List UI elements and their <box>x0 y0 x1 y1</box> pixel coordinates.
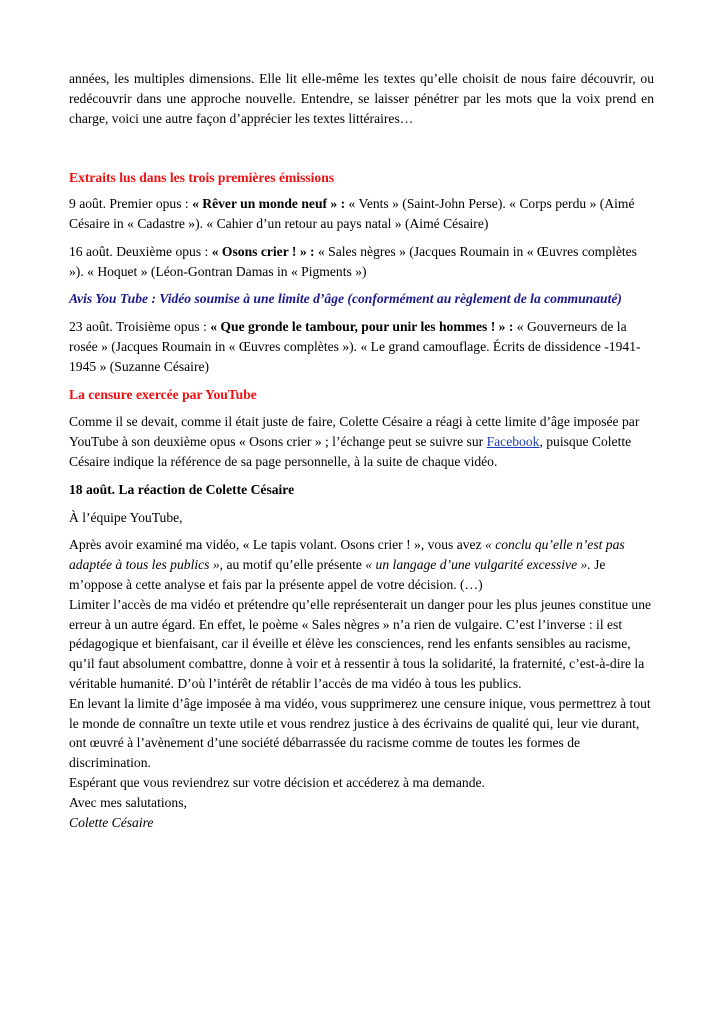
episode-2-lead: 16 août. Deuxième opus : <box>69 243 212 259</box>
episode-1-title: « Rêver un monde neuf » : <box>192 196 346 212</box>
episode-2-details: « Sales nègres » (Jacques Roumain in « Œuvres complètes »). « Hoquet » (Léon-Gontran Damas in « Pigments ») <box>69 243 637 279</box>
letter-closing: Avec mes salutations, <box>69 794 187 810</box>
episode-3-paragraph <box>69 317 654 376</box>
censure-text-after-link: , puisque Colette Césaire indique la référence de sa page personnelle, à la suite de chaque vidéo. <box>69 434 632 469</box>
letter-p1-part-b: , au motif qu’elle présente <box>219 557 366 573</box>
censure-text-before-link: Comme il se devait, comme il était juste de faire, Colette Césaire a réagi à cette limite d’âge imposée par YouTube à son deuxième opus « Osons crier » ; l’échange peut se suivre sur <box>69 414 640 450</box>
document-page <box>69 69 654 832</box>
episode-1-lead: 9 août. Premier opus : <box>69 196 193 212</box>
letter-p1-quote-2: « un langage d’une vulgarité excessive ». <box>365 557 591 573</box>
letter-paragraph-3: En levant la limite d’âge imposée à ma vidéo, vous supprimerez une censure inique, vous permettrez à tout le monde de connaître un texte utile et vous rendrez justice à des écrivains de qualité qui, leur vie durant, ont œuvré à l’avènement d’une société débarrassée du racisme comme de toutes les formes de discrimination. <box>69 695 651 771</box>
letter-p1-quote-1: « conclu qu’elle n’est pas adaptée à tous les publics » <box>69 537 625 573</box>
episode-2-paragraph <box>69 242 654 282</box>
facebook-link[interactable]: Facebook <box>486 434 540 450</box>
episode-1-details: « Vents » (Saint-John Perse). « Corps perdu » (Aimé Césaire in « Cadastre »). « Cahier d’un retour au pays natal » (Aimé Césaire) <box>69 196 635 231</box>
intro-paragraph: années, les multiples dimensions. Elle lit elle-même les textes qu’elle choisit de nous faire découvrir, ou redécouvrir dans une approche nouvelle. Entendre, se laisser pénétrer par les mots que la voix prend en charge, voici une autre façon d’apprécier les textes littéraires… <box>69 71 654 126</box>
youtube-notice: Avis You Tube : Vidéo soumise à une limite d’âge (conformément au règlement de la communauté) <box>69 291 622 307</box>
episode-3-details: « Gouverneurs de la rosée » (Jacques Roumain in « Œuvres complètes »). « Le grand camouflage. Écrits de dissidence -1941-1945 » (Suzanne Césaire) <box>69 319 641 374</box>
censure-paragraph <box>69 412 654 471</box>
letter-greeting: À l’équipe YouTube, <box>69 509 183 525</box>
episode-3-lead: 23 août. Troisième opus : <box>69 319 211 335</box>
censure-heading: La censure exercée par YouTube <box>69 386 257 402</box>
letter-paragraph-2: Limiter l’accès de ma vidéo et prétendre qu’elle représenterait un danger pour les plus jeunes constitue une erreur à un autre égard. En effet, le poème « Sales nègres » n’a rien de vulgaire. C’est l’inverse : il est pédagogique et bienfaisant, car il éveille et élève les consciences, rend les enfants sensibles au racisme, qu’il faut absolument combattre, donne à voir et à ressentir à tous la solidarité, la fraternité, c’est-à-dire la véritable humanité. D’où l’intérêt de rétablir l’accès de ma vidéo à tous les publics. <box>69 596 652 691</box>
letter-paragraph-4: Espérant que vous reviendrez sur votre décision et accéderez à ma demande. <box>69 774 485 790</box>
letter-p1-part-a: Après avoir examiné ma vidéo, « Le tapis volant. Osons crier ! », vous avez <box>69 537 485 553</box>
episode-3-title: « Que gronde le tambour, pour unir les hommes ! » : <box>210 319 514 335</box>
letter-signature: Colette Césaire <box>69 814 154 830</box>
extraits-heading: Extraits lus dans les trois premières émissions <box>69 170 335 186</box>
episode-2-title: « Osons crier ! » : <box>211 243 315 259</box>
letter-p1-part-c: Je m’oppose à cette analyse et fais par la présente appel de votre décision. (…) <box>69 557 606 592</box>
reaction-heading: 18 août. La réaction de Colette Césaire <box>69 481 295 497</box>
episode-1-paragraph <box>69 194 654 234</box>
letter-paragraph-1 <box>69 535 654 594</box>
